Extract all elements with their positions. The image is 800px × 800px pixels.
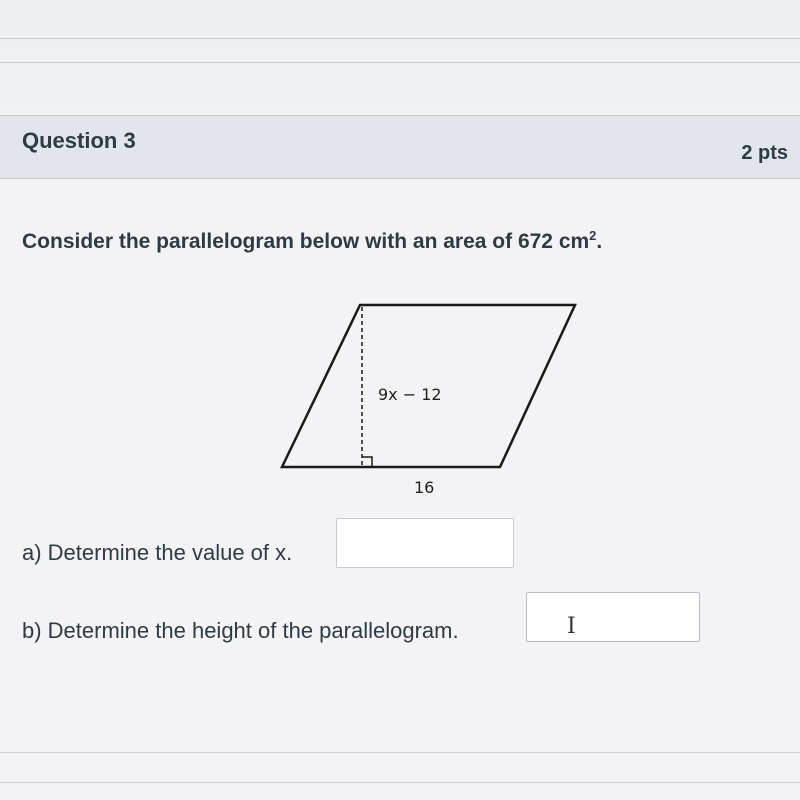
- question-points: 2 pts: [741, 142, 788, 164]
- height-label: 9x − 12: [378, 385, 442, 404]
- text-cursor-icon: I: [567, 614, 576, 639]
- parallelogram-figure: [270, 295, 590, 510]
- part-b-answer-input[interactable]: [526, 592, 700, 642]
- base-label: 16: [414, 478, 435, 497]
- page-top-region: [0, 0, 800, 115]
- prompt-exponent: 2: [589, 228, 597, 243]
- top-divider: [0, 62, 800, 63]
- prompt-suffix: .: [596, 230, 603, 253]
- question-prompt: [22, 228, 602, 254]
- bottom-divider: [0, 782, 800, 783]
- top-divider: [0, 38, 800, 39]
- bottom-divider: [0, 752, 800, 753]
- question-title: Question 3: [22, 128, 136, 153]
- part-b-label: b) Determine the height of the parallelogram.: [22, 618, 459, 643]
- part-a-label: a) Determine the value of x.: [22, 540, 293, 565]
- prompt-text: Consider the parallelogram below with an area of 672 cm: [22, 230, 590, 253]
- part-a-answer-input[interactable]: [336, 518, 514, 568]
- question-header: [0, 115, 800, 179]
- right-angle-marker: [362, 457, 372, 467]
